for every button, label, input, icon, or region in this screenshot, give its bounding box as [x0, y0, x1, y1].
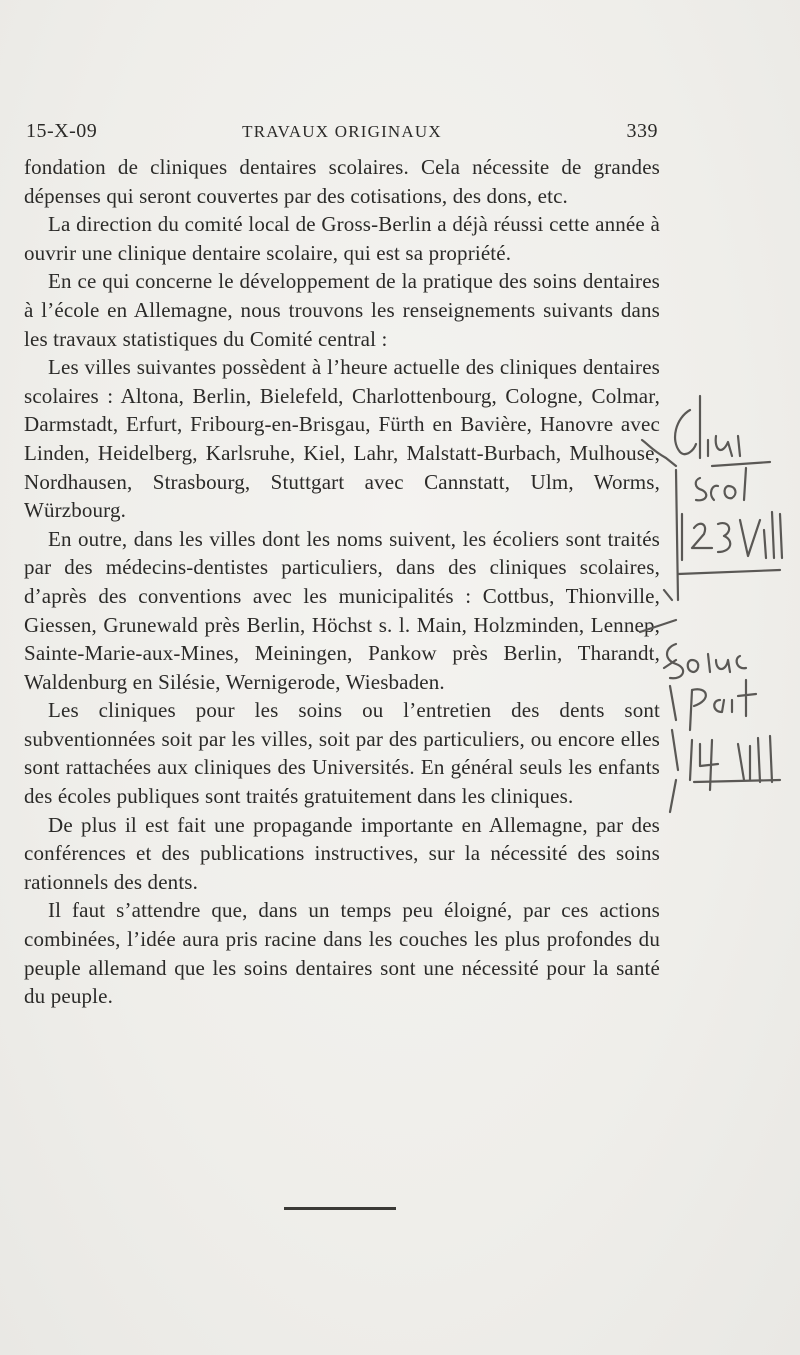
header-section-title: TRAVAUX ORIGINAUX [242, 122, 442, 141]
underline-1 [678, 570, 780, 574]
paragraph: Les villes suivantes possèdent à l’heure actuelle des cliniques dentaires scolaires : Altona, Berlin, Bielefeld, Charlottenbourg, Cologne, Colmar, Darmstadt, Erfurt, Fribourg-en-Brisgau, Fürth en Bavière, Hanovre avec Linden, Heidelberg, Karlsruhe, Kiel, Lahr, Malstatt-Burbach, Mulhouse, Nordhausen, Strasbourg, Stuttgart avec Cannstatt, Ulm, Worms, Würzbourg. [24, 355, 660, 523]
paragraph: Les cliniques pour les soins ou l’entretien des dents sont subventionnées soit par les villes, soit par des particuliers, ou encore elles sont rattachées aux cliniques des Universités. En général seuls les enfants des écoles publiques sont traités gratuitement dans les cliniques. [24, 698, 660, 809]
body-text [24, 153, 660, 1011]
bracket-stroke-2 [664, 660, 678, 812]
paragraph: Il faut s’attendre que, dans un temps peu éloigné, par ces actions combinées, l’idée aura pris racine dans les couches les plus profondes du peuple allemand que les soins dentaires sont une nécessité pour la santé du peuple. [24, 898, 660, 1009]
page-number: 339 [626, 120, 658, 142]
handwriting-soins [667, 644, 746, 678]
handwriting-23-villes [692, 512, 782, 558]
paragraph: En ce qui concerne le développement de la pratique des soins dentaires à l’école en Allemagne, nous trouvons les renseignements suivants dans les travaux statistiques du Comité central : [24, 269, 660, 351]
paragraph: La direction du comité local de Gross-Berlin a déjà réussi cette année à ouvrir une clinique dentaire scolaire, qui est sa propriété. [24, 212, 660, 265]
handwriting-scol [696, 468, 746, 500]
end-rule [284, 1207, 396, 1210]
running-head [26, 120, 658, 148]
handwriting-clin [675, 396, 770, 466]
underline-2 [694, 780, 780, 782]
handwriting-14-villes [690, 736, 772, 790]
paragraph: En outre, dans les villes dont les noms suivent, les écoliers sont traités par des médecins-dentistes particuliers, dans des cliniques scolaires, d’après des conventions avec les municipalités : Cottbus, Thionville, Giessen, Grunewald près Berlin, Höchst s. l. Main, Holzminden, Lennep, Sainte-Marie-aux-Mines, Meiningen, Pankow près Berlin, Tharandt, Waldenburg en Silésie, Wernigerode, Wiesbaden. [24, 526, 660, 694]
paragraph: De plus il est fait une propagande importante en Allemagne, par des conférences et des publications instructives, sur la nécessité des soins rationnels des dents. [24, 812, 660, 894]
handwriting-part [690, 680, 756, 730]
header-date: 15-X-09 [26, 120, 98, 142]
paragraph: fondation de cliniques dentaires scolaires. Cela nécessite de grandes dépenses qui seront couvertes par des cotisations, des dons, etc. [24, 155, 660, 208]
